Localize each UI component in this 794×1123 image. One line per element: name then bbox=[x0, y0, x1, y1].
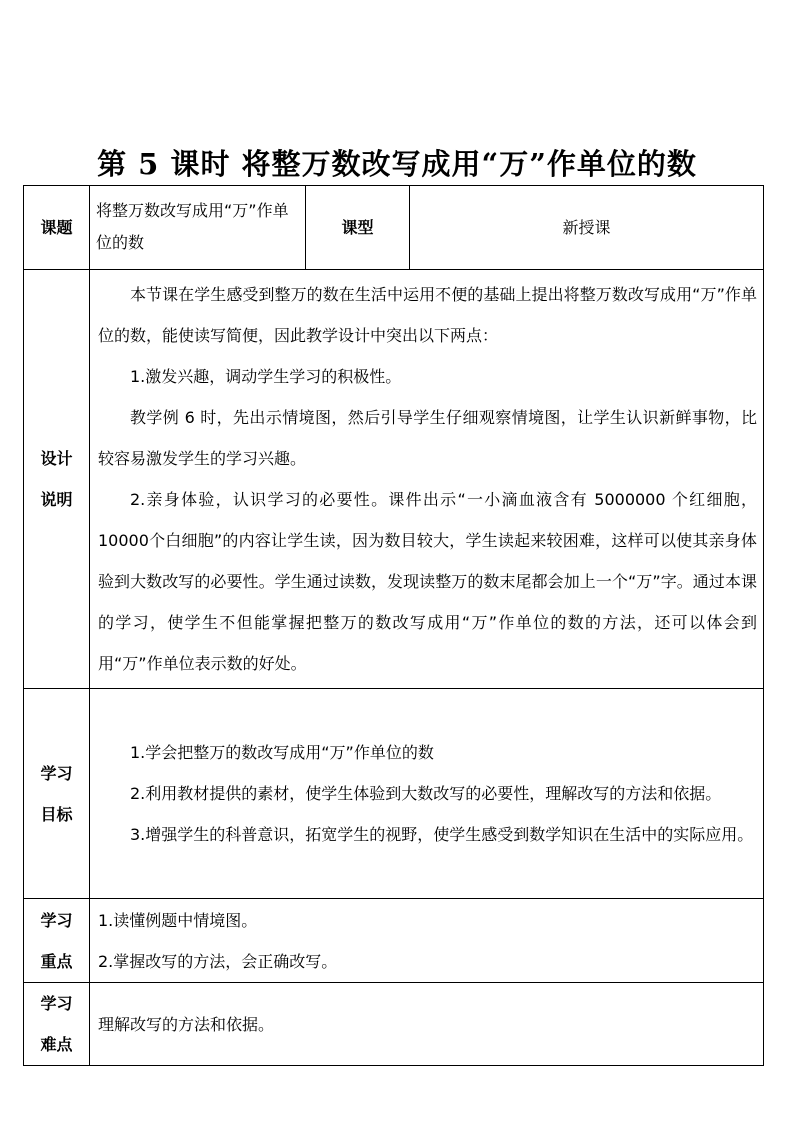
lesson-type-value: 新授课 bbox=[410, 186, 764, 270]
topic-label: 课题 bbox=[40, 218, 73, 237]
goal-item: 3.增强学生的科普意识，拓宽学生的视野，使学生感受到数学知识在生活中的实际应用。 bbox=[130, 825, 754, 844]
design-paragraph: 本节课在学生感受到整万的数在生活中运用不便的基础上提出将整万数改写成用“万”作单位的数，能使读写简便，因此教学设计中突出以下两点： bbox=[98, 285, 757, 345]
design-label-cell bbox=[24, 270, 90, 689]
key-points-label-line-2: 重点 bbox=[40, 951, 73, 971]
key-points-row bbox=[24, 899, 764, 983]
difficulties-label-line-2: 难点 bbox=[40, 1035, 73, 1054]
goals-row bbox=[24, 689, 764, 899]
lesson-plan-table bbox=[23, 185, 764, 1066]
key-points-content bbox=[90, 899, 764, 983]
design-label-line-2: 说明 bbox=[40, 490, 73, 509]
difficulties-row bbox=[24, 983, 764, 1066]
difficulties-label-cell bbox=[24, 983, 90, 1066]
goals-label-cell bbox=[24, 689, 90, 899]
goals-label-line-1: 学习 bbox=[40, 763, 73, 783]
lesson-type-label: 课型 bbox=[341, 218, 374, 237]
key-points-label-cell bbox=[24, 899, 90, 983]
lesson-type-label-cell bbox=[306, 186, 410, 270]
difficulties-content bbox=[90, 983, 764, 1066]
page-title: 第 5 课时 将整万数改写成用“万”作单位的数 bbox=[97, 147, 697, 181]
goals-content bbox=[90, 689, 764, 899]
key-point-item: 1.读懂例题中情境图。 bbox=[98, 910, 258, 930]
topic-row bbox=[24, 186, 764, 270]
goal-item: 2.利用教材提供的素材，使学生体验到大数改写的必要性，理解改写的方法和依据。 bbox=[130, 784, 722, 803]
design-paragraph: 2.亲身体验，认识学习的必要性。课件出示“一小滴血液含有 5000000 个红细胞，10000个白细胞”的内容让学生读，因为数目较大，学生读起来较困难，这样可以使其亲身体验到大数改写的必要性。学生通过读数，发现读整万的数末尾都会加上一个“万”字。通过本课的学习，使学生不但能掌握把整万的数改写成用“万”作单位的数的方法，还可以体会到用“万”作单位表示数的好处。 bbox=[98, 490, 757, 673]
difficulty-text: 理解改写的方法和依据。 bbox=[98, 1014, 275, 1034]
design-row bbox=[24, 270, 764, 689]
design-content bbox=[90, 270, 764, 689]
key-points-label-line-1: 学习 bbox=[40, 910, 73, 930]
goal-item: 1.学会把整万的数改写成用“万”作单位的数 bbox=[130, 743, 434, 762]
goals-label-line-2: 目标 bbox=[40, 804, 73, 824]
design-label-line-1: 设计 bbox=[40, 449, 73, 468]
topic-value: 将整万数改写成用“万”作单位的数 bbox=[90, 186, 306, 270]
design-paragraph: 教学例 6 时，先出示情境图，然后引导学生仔细观察情境图，让学生认识新鲜事物，比较容易激发学生的学习兴趣。 bbox=[98, 408, 757, 468]
difficulties-label-line-1: 学习 bbox=[40, 994, 73, 1013]
design-paragraph: 1.激发兴趣，调动学生学习的积极性。 bbox=[130, 367, 402, 386]
key-point-item: 2.掌握改写的方法，会正确改写。 bbox=[98, 951, 338, 971]
topic-label-cell bbox=[24, 186, 90, 270]
